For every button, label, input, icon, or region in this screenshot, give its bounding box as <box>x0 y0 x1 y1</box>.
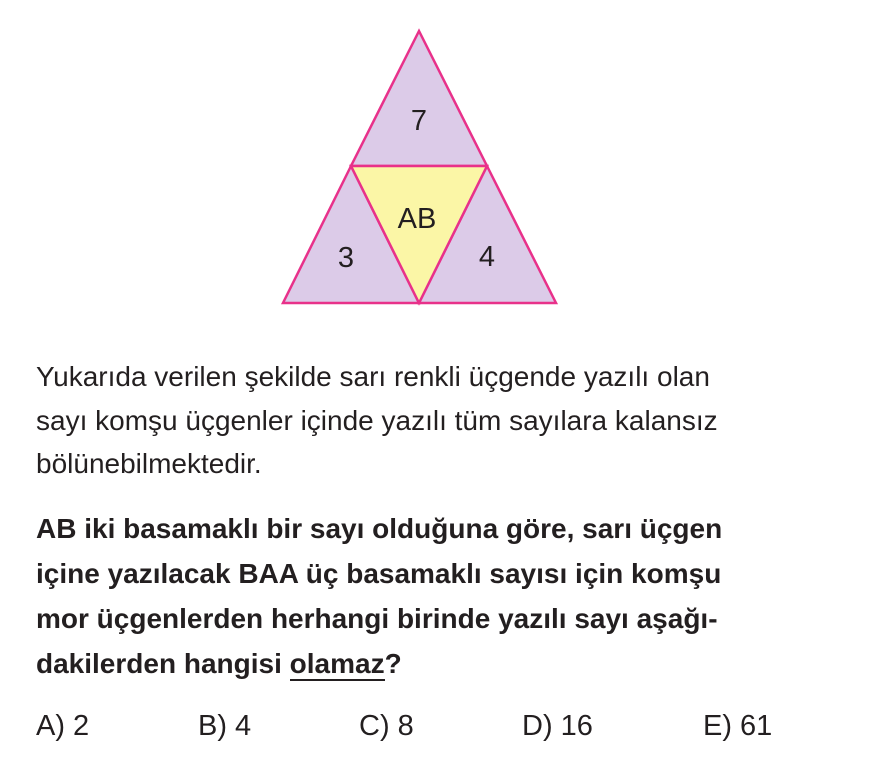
question-line4-prefix: dakilerden hangisi <box>36 648 290 679</box>
question-line4-suffix: ? <box>384 648 402 679</box>
underlined-word: olamaz <box>289 648 385 679</box>
question-line: içine yazılacak BAA üç basamaklı sayısı için komşu <box>36 558 722 589</box>
question-text <box>36 506 836 686</box>
option-a[interactable]: A) 2 <box>36 710 90 742</box>
option-b[interactable]: B) 4 <box>198 710 252 742</box>
description-text <box>36 355 826 486</box>
option-e[interactable]: E) 61 <box>703 710 773 742</box>
option-c[interactable]: C) 8 <box>359 710 414 742</box>
question-line <box>36 641 836 686</box>
description-line: bölünebilmektedir. <box>36 448 262 479</box>
left-number: 3 <box>337 242 355 274</box>
top-number: 7 <box>410 105 428 137</box>
center-label: AB <box>397 203 437 235</box>
option-d[interactable]: D) 16 <box>522 710 593 742</box>
right-number: 4 <box>478 241 496 273</box>
triangle-figure <box>0 0 879 340</box>
description-line: Yukarıda verilen şekilde sarı renkli üçgende yazılı olan <box>36 361 710 392</box>
question-line: AB iki basamaklı bir sayı olduğuna göre, sarı üçgen <box>36 513 723 544</box>
top-purple-triangle <box>351 31 487 166</box>
question-line: mor üçgenlerden herhangi birinde yazılı sayı aşağı- <box>36 603 718 634</box>
description-line: sayı komşu üçgenler içinde yazılı tüm sayılara kalansız <box>36 404 718 436</box>
